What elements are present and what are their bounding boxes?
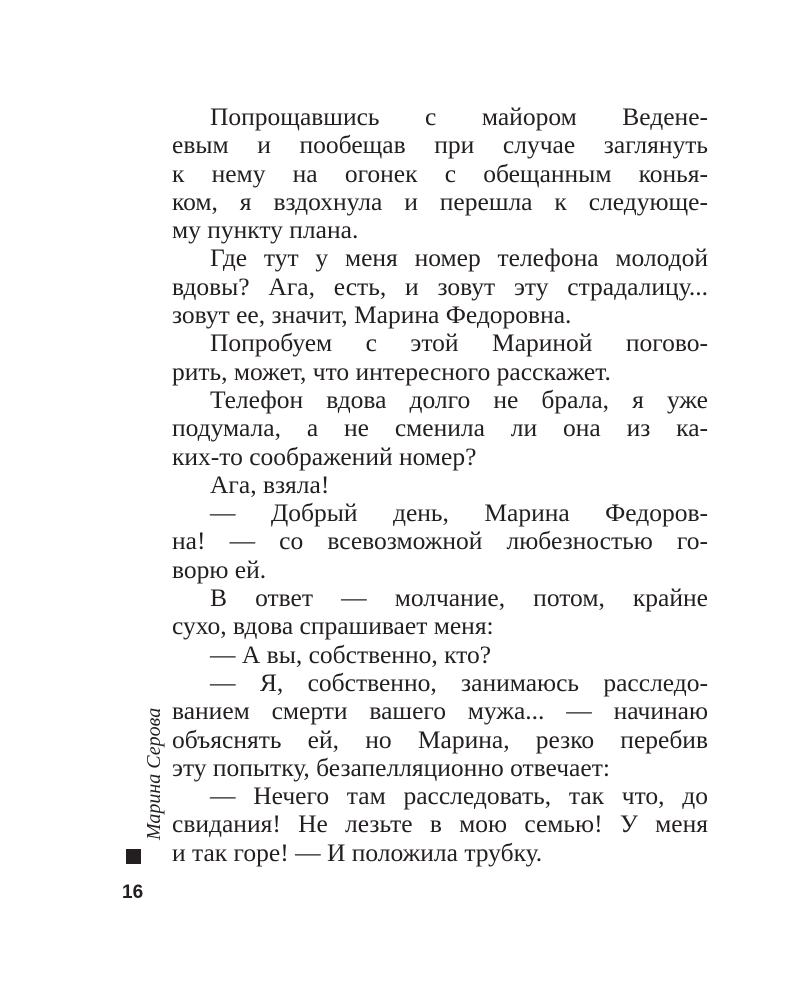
- text-line: В ответ — молчание, потом, крайне: [210, 583, 708, 613]
- running-head-square-icon: [126, 849, 141, 864]
- text-line: зовут ее, значит, Марина Федоровна.: [172, 300, 572, 330]
- text-line: вдовы? Ага, есть, и зовут эту страдалицу...: [172, 271, 708, 301]
- text-line: — Я, собственно, занимаюсь расследо-: [210, 667, 708, 697]
- text-line: сухо, вдова спрашивает меня:: [172, 611, 494, 641]
- text-line: евым и пообещав при случае заглянуть: [172, 130, 708, 160]
- text-line: — Нечего там расследовать, так что, до: [210, 781, 708, 811]
- text-line: свидания! Не лезьте в мою семью! У меня: [172, 809, 708, 839]
- text-line: объяснять ей, но Марина, резко перебив: [172, 724, 708, 754]
- text-line: Ага, взяла!: [210, 469, 330, 499]
- text-line: рить, может, что интересного расскажет.: [172, 356, 611, 386]
- text-line: к нему на огонек с обещанным конья-: [172, 158, 708, 188]
- text-line: подумала, а не сменила ли она из ка-: [172, 413, 708, 443]
- text-line: — А вы, собственно, кто?: [210, 639, 492, 669]
- text-line: Где тут у меня номер телефона молодой: [210, 243, 708, 273]
- running-head-author: Марина Серова: [143, 707, 165, 840]
- text-line: ворю ей.: [172, 554, 267, 584]
- text-line: ком, я вздохнула и перешла к следующе-: [172, 186, 708, 216]
- page-number: 16: [122, 882, 144, 903]
- text-line: Телефон вдова долго не брала, я уже: [210, 384, 708, 414]
- text-line: му пункту плана.: [172, 215, 359, 245]
- text-line: ванием смерти вашего мужа... — начинаю: [172, 696, 708, 726]
- text-line: Попробуем с этой Мариной погово-: [210, 328, 708, 358]
- text-line: на! — со всевозможной любезностью го-: [172, 526, 708, 556]
- text-line: Попрощавшись с майором Веденe-: [210, 102, 708, 131]
- text-line: ких-то соображений номер?: [172, 441, 477, 471]
- text-line: и так горе! — И положила трубку.: [172, 837, 543, 867]
- text-line: эту попытку, безапелляционно отвечает:: [172, 752, 610, 782]
- body-text: [172, 103, 708, 867]
- text-line: — Добрый день, Марина Федоров-: [210, 498, 708, 528]
